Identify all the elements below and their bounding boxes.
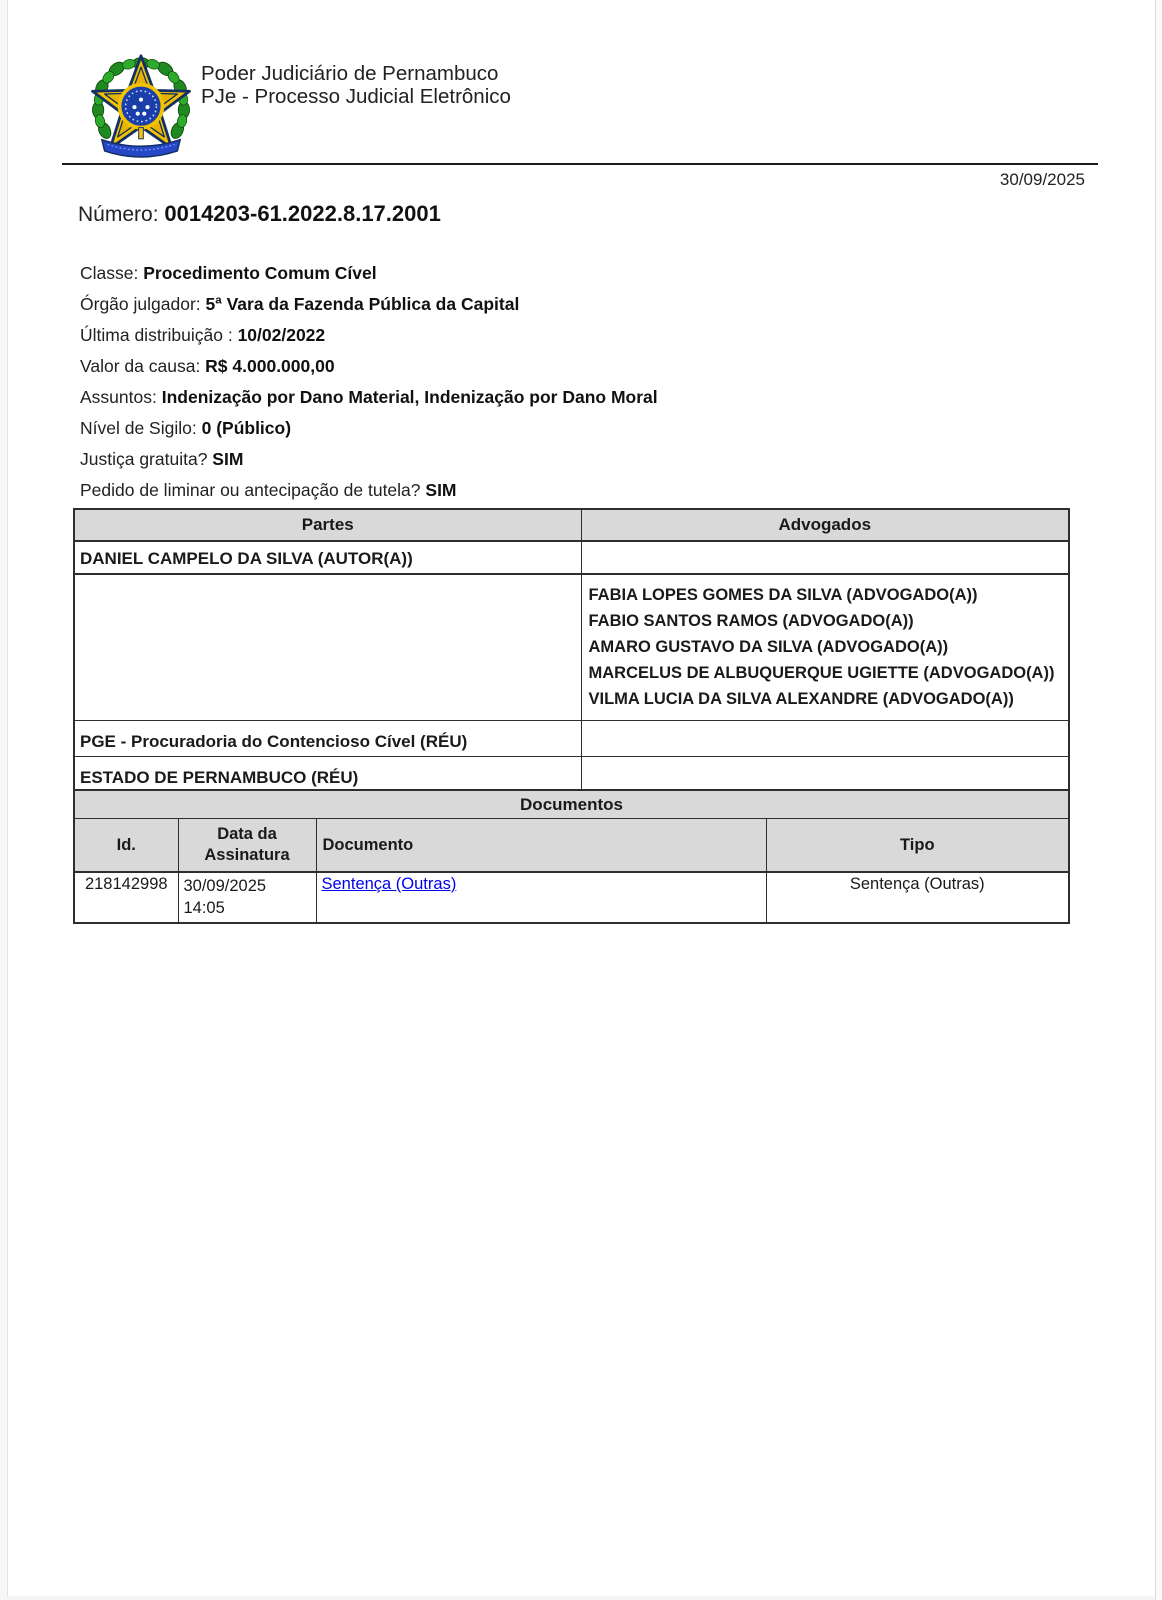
documento-row (74, 872, 1069, 923)
page-right-edge (1155, 0, 1162, 1600)
detail-ultima-distribuicao: Última distribuição : 10/02/2022 (80, 325, 326, 345)
table-row-advogados (74, 574, 1069, 721)
process-number-label: Número: (78, 203, 165, 226)
documento-link-cell (316, 872, 766, 923)
advogado-item: MARCELUS DE ALBUQUERQUE UGIETTE (ADVOGADO(A)) (588, 664, 1055, 682)
advogados-list-cell (581, 574, 1069, 721)
detail-orgao-julgador: Órgão julgador: 5ª Vara da Fazenda Pública da Capital (80, 294, 520, 314)
detail-pedido-liminar: Pedido de liminar ou antecipação de tutela? SIM (80, 480, 457, 500)
process-details (80, 258, 658, 506)
documentos-caption: Documentos (74, 790, 1069, 819)
documento-column-header: Documento (316, 819, 766, 873)
brazil-coat-of-arms-icon (85, 54, 197, 164)
advogado-item: FABIA LOPES GOMES DA SILVA (ADVOGADO(A)) (588, 586, 978, 604)
partes-column-header: Partes (74, 509, 581, 541)
documento-data-assinatura: 30/09/2025 14:05 (178, 872, 316, 923)
documento-id: 218142998 (74, 872, 178, 923)
partes-table-header-row (74, 509, 1069, 541)
detail-nivel-de-sigilo: Nível de Sigilo: 0 (Público) (80, 418, 292, 438)
advogado-item: AMARO GUSTAVO DA SILVA (ADVOGADO(A)) (588, 638, 949, 656)
app-title (201, 62, 511, 108)
data-assinatura-column-header: Data da Assinatura (178, 819, 316, 873)
process-number-line (78, 201, 441, 227)
detail-justica-gratuita: Justiça gratuita? SIM (80, 449, 244, 469)
table-row-autor (74, 541, 1069, 574)
app-title-line1: Poder Judiciário de Pernambuco (201, 62, 499, 85)
header-divider (62, 163, 1098, 165)
empty-cell (581, 541, 1069, 574)
parte-reu-pge-cell: PGE - Procuradoria do Contencioso Cível (RÉU) (74, 721, 581, 757)
parte-autor-cell: DANIEL CAMPELO DA SILVA (AUTOR(A)) (74, 541, 581, 574)
empty-cell (581, 757, 1069, 794)
document-date: 30/09/2025 (999, 170, 1085, 189)
advogado-item: FABIO SANTOS RAMOS (ADVOGADO(A)) (588, 612, 914, 630)
app-title-line2: PJe - Processo Judicial Eletrônico (201, 85, 511, 108)
parte-reu-estado-cell: ESTADO DE PERNAMBUCO (RÉU) (74, 757, 581, 794)
advogado-item: VILMA LUCIA DA SILVA ALEXANDRE (ADVOGADO(A)) (588, 690, 1014, 708)
detail-classe: Classe: Procedimento Comum Cível (80, 263, 377, 283)
empty-cell (74, 574, 581, 721)
table-row-reu-pge (74, 721, 1069, 757)
partes-table (73, 508, 1070, 794)
documentos-caption-row (74, 790, 1069, 819)
documento-tipo: Sentença (Outras) (766, 872, 1069, 923)
detail-valor-da-causa: Valor da causa: R$ 4.000.000,00 (80, 356, 335, 376)
advogados-column-header: Advogados (581, 509, 1069, 541)
process-number-value: 0014203-61.2022.8.17.2001 (164, 201, 441, 226)
page-bottom-edge (7, 1596, 1155, 1600)
table-row-reu-estado (74, 757, 1069, 794)
documentos-table (73, 789, 1070, 924)
documento-link[interactable]: Sentença (Outras) (321, 875, 457, 893)
tipo-column-header: Tipo (766, 819, 1069, 873)
page-left-edge (0, 0, 8, 1600)
detail-assuntos: Assuntos: Indenização por Dano Material, Indenização por Dano Moral (80, 387, 658, 407)
id-column-header: Id. (74, 819, 178, 873)
empty-cell (581, 721, 1069, 757)
documentos-header-row (74, 819, 1069, 873)
